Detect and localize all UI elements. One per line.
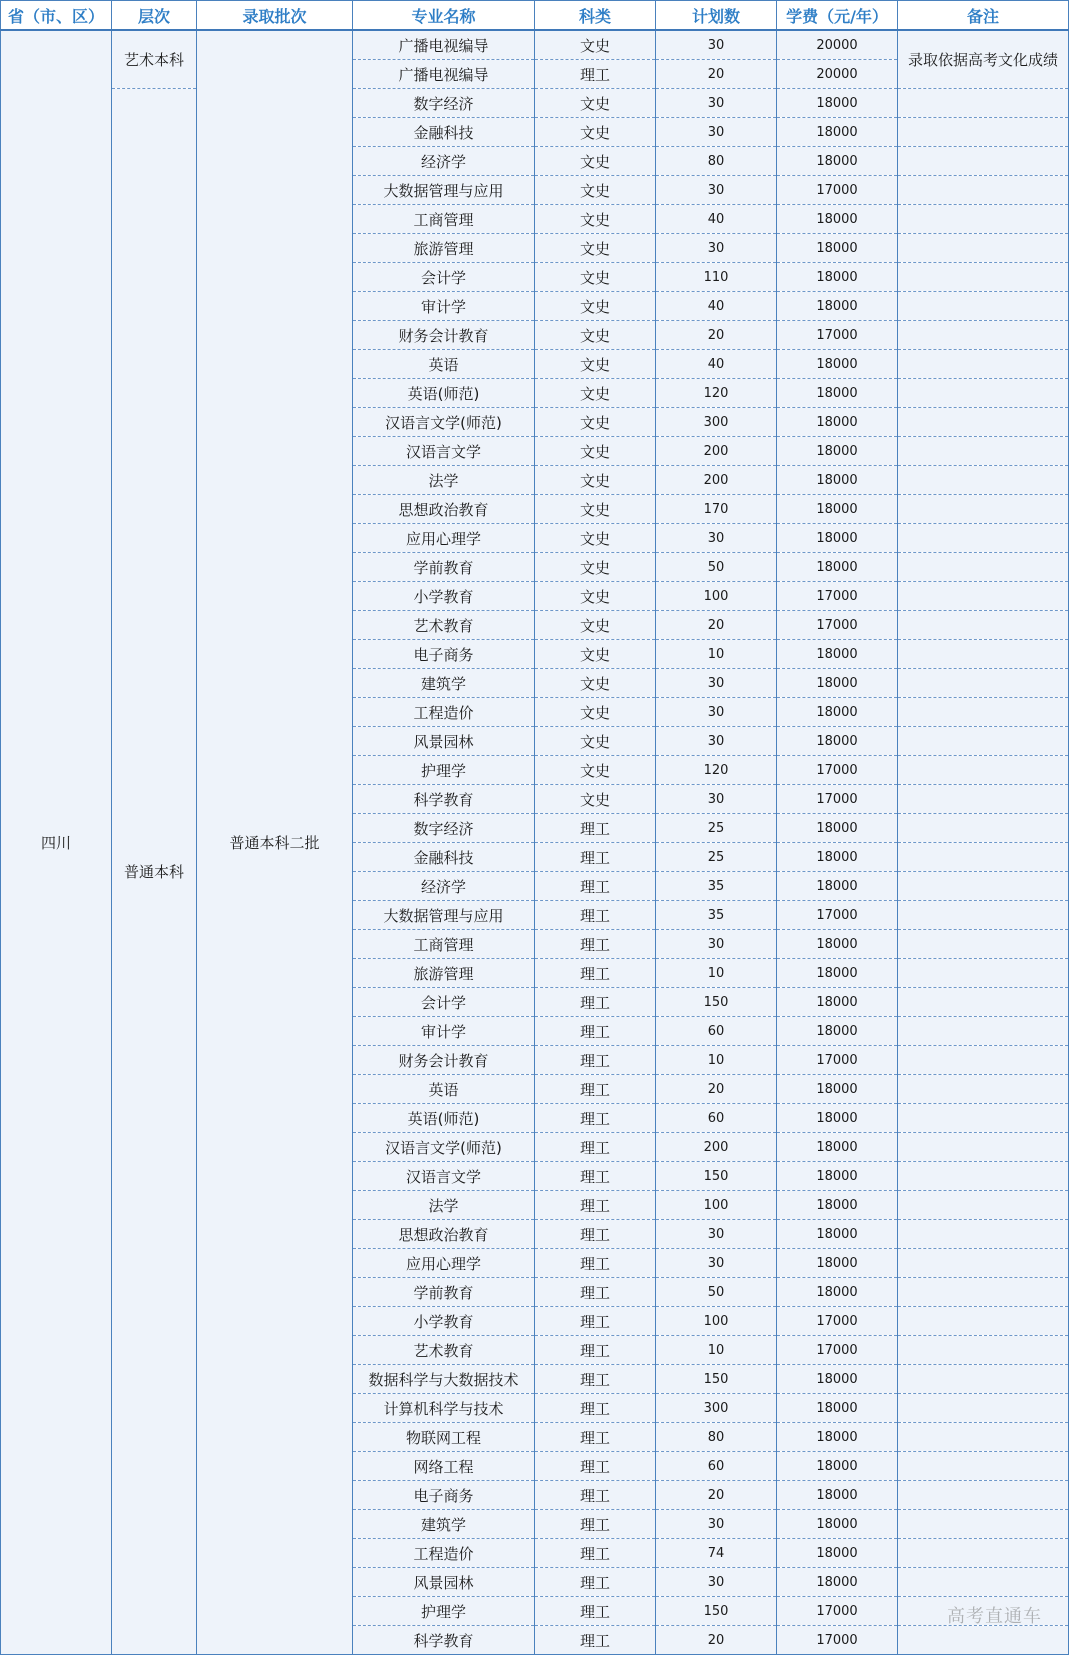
- note-cell: [898, 1220, 1069, 1249]
- note-cell: [898, 379, 1069, 408]
- fee-cell: 17000: [777, 1336, 898, 1365]
- header-major: 专业名称: [353, 1, 535, 31]
- fee-cell: 18000: [777, 1075, 898, 1104]
- category-cell: 理工: [535, 1394, 656, 1423]
- fee-cell: 17000: [777, 1307, 898, 1336]
- category-cell: 理工: [535, 814, 656, 843]
- major-cell: 网络工程: [353, 1452, 535, 1481]
- note-cell: [898, 553, 1069, 582]
- plan-cell: 10: [656, 1046, 777, 1075]
- plan-cell: 30: [656, 89, 777, 118]
- category-cell: 理工: [535, 1249, 656, 1278]
- plan-cell: 100: [656, 1191, 777, 1220]
- note-cell: [898, 1104, 1069, 1133]
- major-cell: 工商管理: [353, 930, 535, 959]
- plan-cell: 60: [656, 1104, 777, 1133]
- note-cell: [898, 1307, 1069, 1336]
- note-cell: [898, 669, 1069, 698]
- major-cell: 会计学: [353, 263, 535, 292]
- note-cell: [898, 1075, 1069, 1104]
- fee-cell: 18000: [777, 814, 898, 843]
- fee-cell: 18000: [777, 1133, 898, 1162]
- category-cell: 文史: [535, 350, 656, 379]
- note-cell: [898, 843, 1069, 872]
- category-cell: 理工: [535, 872, 656, 901]
- fee-cell: 18000: [777, 147, 898, 176]
- note-cell: [898, 437, 1069, 466]
- category-cell: 理工: [535, 1597, 656, 1626]
- note-cell: [898, 1568, 1069, 1597]
- note-cell: [898, 1481, 1069, 1510]
- category-cell: 文史: [535, 640, 656, 669]
- plan-cell: 10: [656, 640, 777, 669]
- category-cell: 理工: [535, 1481, 656, 1510]
- fee-cell: 17000: [777, 176, 898, 205]
- note-cell: [898, 1510, 1069, 1539]
- major-cell: 会计学: [353, 988, 535, 1017]
- note-cell: [898, 1191, 1069, 1220]
- fee-cell: 18000: [777, 1017, 898, 1046]
- major-cell: 计算机科学与技术: [353, 1394, 535, 1423]
- major-cell: 英语: [353, 1075, 535, 1104]
- major-cell: 审计学: [353, 292, 535, 321]
- fee-cell: 17000: [777, 785, 898, 814]
- plan-cell: 80: [656, 147, 777, 176]
- plan-cell: 30: [656, 30, 777, 60]
- note-cell: [898, 727, 1069, 756]
- fee-cell: 18000: [777, 1568, 898, 1597]
- fee-cell: 18000: [777, 1278, 898, 1307]
- category-cell: 文史: [535, 118, 656, 147]
- major-cell: 建筑学: [353, 669, 535, 698]
- fee-cell: 18000: [777, 495, 898, 524]
- plan-cell: 20: [656, 1075, 777, 1104]
- note-cell: [898, 1394, 1069, 1423]
- note-cell: [898, 147, 1069, 176]
- plan-cell: 100: [656, 1307, 777, 1336]
- fee-cell: 18000: [777, 1423, 898, 1452]
- note-cell: [898, 408, 1069, 437]
- category-cell: 文史: [535, 292, 656, 321]
- note-cell: [898, 872, 1069, 901]
- plan-cell: 30: [656, 1220, 777, 1249]
- category-cell: 理工: [535, 1046, 656, 1075]
- major-cell: 旅游管理: [353, 959, 535, 988]
- note-cell: [898, 1162, 1069, 1191]
- category-cell: 文史: [535, 205, 656, 234]
- fee-cell: 18000: [777, 1510, 898, 1539]
- category-cell: 理工: [535, 60, 656, 89]
- major-cell: 法学: [353, 1191, 535, 1220]
- major-cell: 小学教育: [353, 582, 535, 611]
- plan-cell: 200: [656, 466, 777, 495]
- major-cell: 科学教育: [353, 785, 535, 814]
- category-cell: 文史: [535, 756, 656, 785]
- note-cell: [898, 756, 1069, 785]
- fee-cell: 18000: [777, 1104, 898, 1133]
- plan-cell: 170: [656, 495, 777, 524]
- category-cell: 理工: [535, 1278, 656, 1307]
- major-cell: 财务会计教育: [353, 321, 535, 350]
- note-cell: [898, 1365, 1069, 1394]
- category-cell: 理工: [535, 1568, 656, 1597]
- fee-cell: 18000: [777, 1539, 898, 1568]
- category-cell: 文史: [535, 379, 656, 408]
- plan-cell: 30: [656, 524, 777, 553]
- major-cell: 科学教育: [353, 1626, 535, 1655]
- major-cell: 财务会计教育: [353, 1046, 535, 1075]
- note-cell: [898, 1452, 1069, 1481]
- major-cell: 学前教育: [353, 1278, 535, 1307]
- plan-cell: 120: [656, 756, 777, 785]
- fee-cell: 18000: [777, 843, 898, 872]
- note-cell: [898, 495, 1069, 524]
- header-plan: 计划数: [656, 1, 777, 31]
- category-cell: 理工: [535, 1365, 656, 1394]
- major-cell: 学前教育: [353, 553, 535, 582]
- category-cell: 理工: [535, 1017, 656, 1046]
- fee-cell: 18000: [777, 1452, 898, 1481]
- note-cell: [898, 640, 1069, 669]
- note-cell: [898, 1017, 1069, 1046]
- fee-cell: 18000: [777, 379, 898, 408]
- note-cell: [898, 466, 1069, 495]
- fee-cell: 18000: [777, 408, 898, 437]
- category-cell: 文史: [535, 582, 656, 611]
- plan-cell: 35: [656, 901, 777, 930]
- category-cell: 理工: [535, 1452, 656, 1481]
- note-cell: [898, 582, 1069, 611]
- plan-cell: 300: [656, 1394, 777, 1423]
- note-cell: [898, 959, 1069, 988]
- plan-cell: 300: [656, 408, 777, 437]
- plan-cell: 150: [656, 988, 777, 1017]
- plan-cell: 30: [656, 176, 777, 205]
- category-cell: 理工: [535, 1220, 656, 1249]
- category-cell: 理工: [535, 1510, 656, 1539]
- note-cell: [898, 930, 1069, 959]
- category-cell: 文史: [535, 30, 656, 60]
- table-row: [1, 30, 1069, 60]
- batch-cell: 普通本科二批: [197, 30, 353, 1655]
- category-cell: 理工: [535, 1307, 656, 1336]
- plan-cell: 30: [656, 1568, 777, 1597]
- plan-cell: 120: [656, 379, 777, 408]
- category-cell: 文史: [535, 147, 656, 176]
- fee-cell: 17000: [777, 611, 898, 640]
- category-cell: 理工: [535, 1104, 656, 1133]
- plan-cell: 150: [656, 1162, 777, 1191]
- plan-cell: 30: [656, 785, 777, 814]
- header-category: 科类: [535, 1, 656, 31]
- note-cell: [898, 234, 1069, 263]
- category-cell: 文史: [535, 437, 656, 466]
- major-cell: 艺术教育: [353, 611, 535, 640]
- major-cell: 应用心理学: [353, 524, 535, 553]
- major-cell: 风景园林: [353, 727, 535, 756]
- plan-cell: 74: [656, 1539, 777, 1568]
- note-cell: [898, 988, 1069, 1017]
- note-cell: [898, 350, 1069, 379]
- major-cell: 汉语言文学(师范): [353, 1133, 535, 1162]
- category-cell: 理工: [535, 930, 656, 959]
- major-cell: 护理学: [353, 1597, 535, 1626]
- note-cell: [898, 292, 1069, 321]
- plan-cell: 30: [656, 698, 777, 727]
- major-cell: 汉语言文学: [353, 1162, 535, 1191]
- fee-cell: 20000: [777, 60, 898, 89]
- note-cell: [898, 611, 1069, 640]
- major-cell: 思想政治教育: [353, 1220, 535, 1249]
- level-cell-art: 艺术本科: [112, 30, 197, 89]
- fee-cell: 18000: [777, 466, 898, 495]
- plan-cell: 50: [656, 1278, 777, 1307]
- plan-cell: 100: [656, 582, 777, 611]
- fee-cell: 18000: [777, 437, 898, 466]
- fee-cell: 18000: [777, 292, 898, 321]
- fee-cell: 18000: [777, 553, 898, 582]
- major-cell: 工程造价: [353, 1539, 535, 1568]
- major-cell: 英语(师范): [353, 379, 535, 408]
- header-fee: 学费（元/年）: [777, 1, 898, 31]
- fee-cell: 18000: [777, 524, 898, 553]
- category-cell: 理工: [535, 1539, 656, 1568]
- category-cell: 文史: [535, 466, 656, 495]
- fee-cell: 18000: [777, 1162, 898, 1191]
- major-cell: 工程造价: [353, 698, 535, 727]
- plan-cell: 30: [656, 234, 777, 263]
- category-cell: 理工: [535, 1191, 656, 1220]
- header-province: 省（市、区）: [1, 1, 112, 31]
- fee-cell: 18000: [777, 872, 898, 901]
- note-cell: [898, 176, 1069, 205]
- plan-cell: 40: [656, 350, 777, 379]
- fee-cell: 18000: [777, 263, 898, 292]
- note-cell-art: 录取依据高考文化成绩: [898, 30, 1069, 89]
- note-cell: [898, 1133, 1069, 1162]
- major-cell: 工商管理: [353, 205, 535, 234]
- plan-cell: 110: [656, 263, 777, 292]
- plan-cell: 30: [656, 669, 777, 698]
- major-cell: 小学教育: [353, 1307, 535, 1336]
- major-cell: 物联网工程: [353, 1423, 535, 1452]
- major-cell: 经济学: [353, 147, 535, 176]
- major-cell: 旅游管理: [353, 234, 535, 263]
- plan-cell: 25: [656, 843, 777, 872]
- plan-cell: 10: [656, 1336, 777, 1365]
- fee-cell: 18000: [777, 959, 898, 988]
- category-cell: 理工: [535, 1133, 656, 1162]
- fee-cell: 18000: [777, 1191, 898, 1220]
- plan-cell: 30: [656, 1249, 777, 1278]
- major-cell: 金融科技: [353, 118, 535, 147]
- category-cell: 文史: [535, 669, 656, 698]
- fee-cell: 17000: [777, 321, 898, 350]
- fee-cell: 18000: [777, 698, 898, 727]
- note-cell: [898, 1539, 1069, 1568]
- plan-cell: 150: [656, 1597, 777, 1626]
- major-cell: 风景园林: [353, 1568, 535, 1597]
- category-cell: 文史: [535, 263, 656, 292]
- plan-cell: 30: [656, 930, 777, 959]
- fee-cell: 20000: [777, 30, 898, 60]
- fee-cell: 18000: [777, 930, 898, 959]
- fee-cell: 17000: [777, 1626, 898, 1655]
- plan-cell: 150: [656, 1365, 777, 1394]
- note-cell: [898, 205, 1069, 234]
- major-cell: 电子商务: [353, 640, 535, 669]
- plan-cell: 30: [656, 1510, 777, 1539]
- note-cell: [898, 1423, 1069, 1452]
- category-cell: 文史: [535, 408, 656, 437]
- category-cell: 文史: [535, 89, 656, 118]
- major-cell: 金融科技: [353, 843, 535, 872]
- fee-cell: 18000: [777, 727, 898, 756]
- category-cell: 文史: [535, 727, 656, 756]
- fee-cell: 18000: [777, 669, 898, 698]
- note-cell: [898, 785, 1069, 814]
- category-cell: 理工: [535, 959, 656, 988]
- category-cell: 理工: [535, 1162, 656, 1191]
- note-cell: [898, 524, 1069, 553]
- major-cell: 审计学: [353, 1017, 535, 1046]
- note-cell: [898, 1046, 1069, 1075]
- major-cell: 英语(师范): [353, 1104, 535, 1133]
- category-cell: 文史: [535, 176, 656, 205]
- level-cell-regular: 普通本科: [112, 89, 197, 1655]
- watermark: 高考直通车: [947, 1606, 1042, 1627]
- note-cell: [898, 1249, 1069, 1278]
- plan-cell: 20: [656, 1626, 777, 1655]
- category-cell: 理工: [535, 1336, 656, 1365]
- note-cell: [898, 814, 1069, 843]
- plan-cell: 60: [656, 1452, 777, 1481]
- major-cell: 建筑学: [353, 1510, 535, 1539]
- header-level: 层次: [112, 1, 197, 31]
- plan-cell: 30: [656, 727, 777, 756]
- plan-cell: 40: [656, 292, 777, 321]
- fee-cell: 18000: [777, 640, 898, 669]
- plan-cell: 30: [656, 118, 777, 147]
- category-cell: 文史: [535, 495, 656, 524]
- plan-cell: 200: [656, 1133, 777, 1162]
- plan-cell: 60: [656, 1017, 777, 1046]
- category-cell: 理工: [535, 1075, 656, 1104]
- plan-cell: 35: [656, 872, 777, 901]
- fee-cell: 18000: [777, 118, 898, 147]
- category-cell: 文史: [535, 785, 656, 814]
- plan-cell: 20: [656, 321, 777, 350]
- fee-cell: 18000: [777, 1220, 898, 1249]
- major-cell: 思想政治教育: [353, 495, 535, 524]
- header-note: 备注: [898, 1, 1069, 31]
- major-cell: 艺术教育: [353, 1336, 535, 1365]
- note-cell: [898, 321, 1069, 350]
- plan-cell: 20: [656, 60, 777, 89]
- major-cell: 数字经济: [353, 814, 535, 843]
- fee-cell: 18000: [777, 1394, 898, 1423]
- major-cell: 大数据管理与应用: [353, 901, 535, 930]
- major-cell: 应用心理学: [353, 1249, 535, 1278]
- plan-cell: 50: [656, 553, 777, 582]
- fee-cell: 18000: [777, 1481, 898, 1510]
- major-cell: 数据科学与大数据技术: [353, 1365, 535, 1394]
- plan-cell: 80: [656, 1423, 777, 1452]
- major-cell: 数字经济: [353, 89, 535, 118]
- note-cell: [898, 1626, 1069, 1655]
- major-cell: 大数据管理与应用: [353, 176, 535, 205]
- category-cell: 文史: [535, 698, 656, 727]
- plan-cell: 40: [656, 205, 777, 234]
- major-cell: 电子商务: [353, 1481, 535, 1510]
- category-cell: 文史: [535, 611, 656, 640]
- plan-cell: 25: [656, 814, 777, 843]
- plan-cell: 10: [656, 959, 777, 988]
- plan-cell: 20: [656, 611, 777, 640]
- major-cell: 护理学: [353, 756, 535, 785]
- note-cell: [898, 263, 1069, 292]
- major-cell: 广播电视编导: [353, 30, 535, 60]
- note-cell: [898, 89, 1069, 118]
- major-cell: 法学: [353, 466, 535, 495]
- fee-cell: 17000: [777, 1597, 898, 1626]
- category-cell: 理工: [535, 1423, 656, 1452]
- province-cell: 四川: [1, 30, 112, 1655]
- note-cell: [898, 118, 1069, 147]
- fee-cell: 18000: [777, 988, 898, 1017]
- fee-cell: 18000: [777, 1249, 898, 1278]
- note-cell: [898, 1336, 1069, 1365]
- plan-cell: 200: [656, 437, 777, 466]
- fee-cell: 17000: [777, 756, 898, 785]
- category-cell: 文史: [535, 524, 656, 553]
- table-row: [1, 89, 1069, 118]
- category-cell: 理工: [535, 843, 656, 872]
- fee-cell: 18000: [777, 350, 898, 379]
- note-cell: [898, 698, 1069, 727]
- major-cell: 广播电视编导: [353, 60, 535, 89]
- fee-cell: 17000: [777, 1046, 898, 1075]
- category-cell: 文史: [535, 553, 656, 582]
- fee-cell: 18000: [777, 89, 898, 118]
- major-cell: 英语: [353, 350, 535, 379]
- fee-cell: 17000: [777, 901, 898, 930]
- category-cell: 文史: [535, 234, 656, 263]
- category-cell: 理工: [535, 901, 656, 930]
- major-cell: 汉语言文学(师范): [353, 408, 535, 437]
- header-batch: 录取批次: [197, 1, 353, 31]
- category-cell: 理工: [535, 988, 656, 1017]
- plan-cell: 20: [656, 1481, 777, 1510]
- category-cell: 理工: [535, 1626, 656, 1655]
- note-cell: [898, 1278, 1069, 1307]
- fee-cell: 18000: [777, 234, 898, 263]
- fee-cell: 17000: [777, 582, 898, 611]
- major-cell: 汉语言文学: [353, 437, 535, 466]
- fee-cell: 18000: [777, 205, 898, 234]
- major-cell: 经济学: [353, 872, 535, 901]
- category-cell: 文史: [535, 321, 656, 350]
- note-cell: [898, 901, 1069, 930]
- header-row: [1, 1, 1069, 31]
- fee-cell: 18000: [777, 1365, 898, 1394]
